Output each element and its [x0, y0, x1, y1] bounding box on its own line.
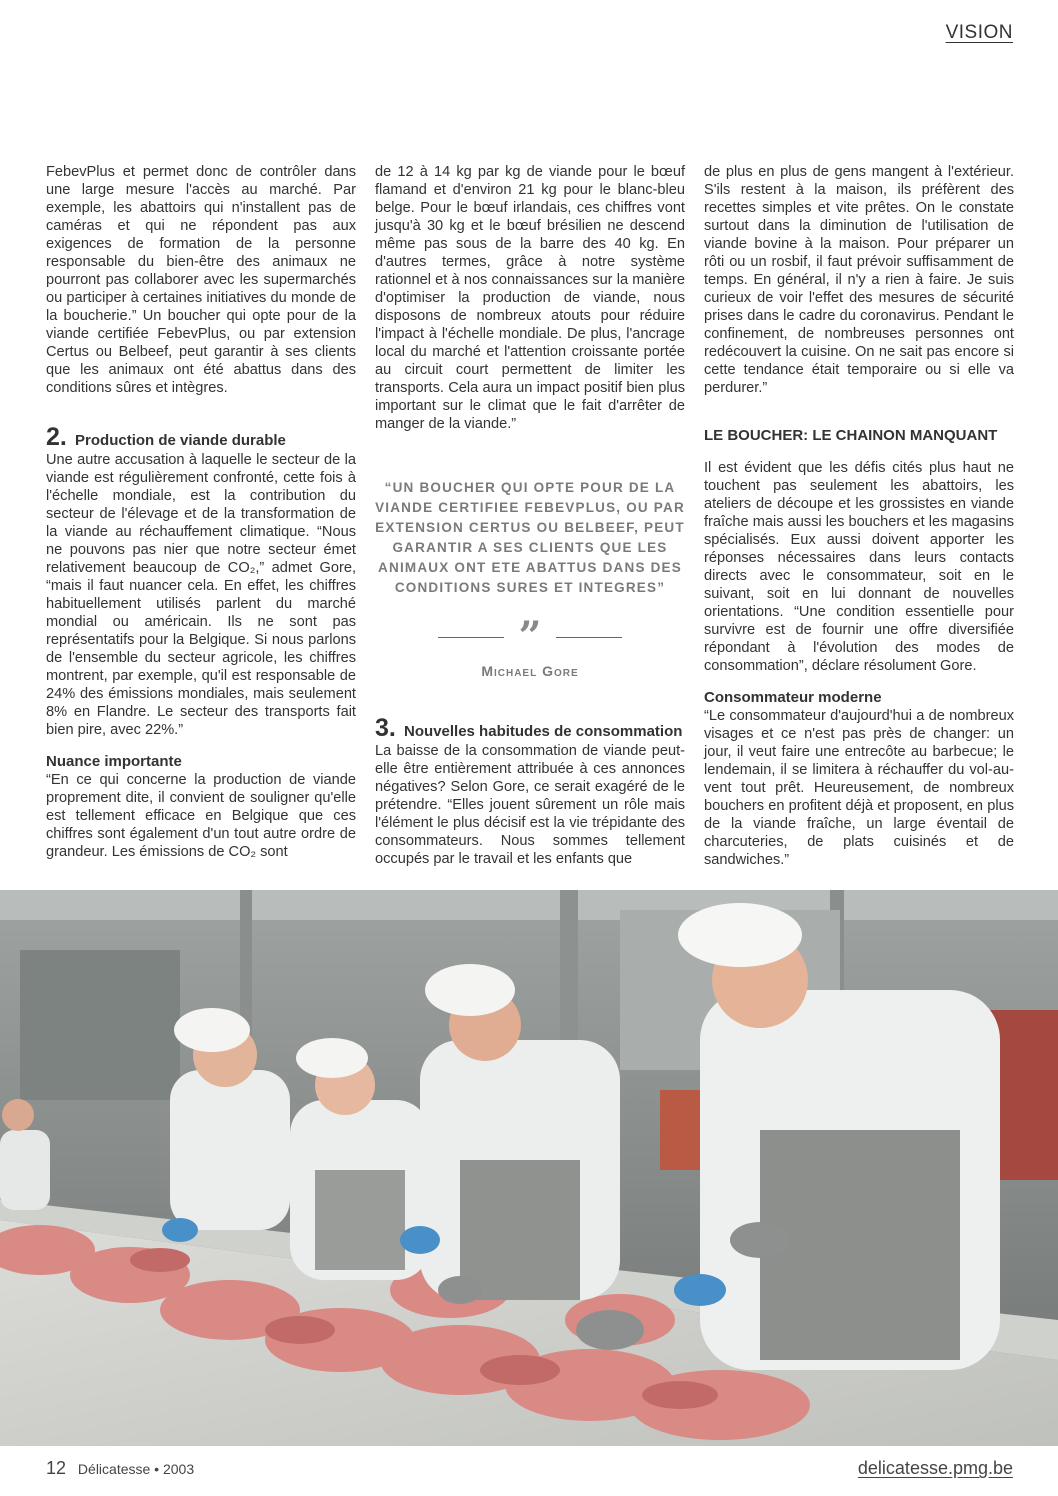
paragraph: Il est évident que les défis cités plus haut ne touchent pas seulement les abattoirs, les ateliers de découpe et les grossistes en viande fraîche mais aussi les bouchers et les magasins spécialisés. Eux aussi doivent apporter les réponses nécessaires dans leurs contacts directs avec le consommateur, soit en le suivant, soit en lui donnant de nouvelles orientations. “Une condition essentielle pour survivre est de fournir une offre diversifiée répondant à l'évolution des modes de consommation”, déclare résolument Gore.	[704, 460, 1014, 674]
divider-line	[438, 637, 504, 638]
subheading: Consommateur moderne	[704, 689, 882, 706]
column-3	[704, 163, 1014, 869]
section-heading-3	[375, 714, 685, 742]
paragraph: Une autre accusation à laquelle le secteur de la viande est régulièrement confronté, cette fois à l'échelle mondiale, est la contribution du secteur de l'élevage et de la transformation de la viande au réchauffement climatique. “Nous ne pouvons pas nier que notre secteur émet relativement beaucoup de CO₂,” admet Gore, “mais il faut nuancer cela. En effet, les chiffres habituellement utilisés parlent du marché mondial ou américain. Ils ne sont pas représentatifs pour la Belgique. Si nous parlons de l'ensemble du secteur agricole, les chiffres montrent, par exemple, qu'il est responsable de 24% des émissions mondiales, mais seulement 8% en Flandre. Le secteur des transports fait bien pire, avec 22%.”	[46, 452, 356, 738]
column-2	[375, 163, 685, 868]
quote-mark-icon: ”	[518, 613, 542, 660]
website-link[interactable]: delicatesse.pmg.be	[857, 1458, 1013, 1478]
section-title: Nouvelles habitudes de consommation	[404, 723, 683, 740]
magazine-issue: Délicatesse • 2003	[77, 1461, 195, 1477]
column-1	[46, 163, 356, 861]
section-tag: VISION	[945, 22, 1013, 43]
section-number: 3.	[375, 714, 396, 742]
footer-left	[46, 1458, 194, 1479]
paragraph: “En ce qui concerne la production de viande proprement dite, il convient de souligner qu'elle est tellement efficace en Belgique que ces chiffres sont également d'un tout autre ordre de grandeur. Les émissions de CO₂ sont	[46, 772, 356, 860]
paragraph: La baisse de la consommation de viande peut-elle être entièrement attribuée à ces annonces négatives? Selon Gore, ce serait exagéré de le prétendre. “Elles jouent sûrement un rôle mais l'élément le plus décisif est la vie trépidante des consommateurs. Nous sommes tellement occupés par le travail et les enfants que	[375, 743, 685, 867]
paragraph: “Le consommateur d'aujourd'hui a de nombreux visages et ce n'est pas près de changer: un jour, il veut faire une entrecôte au barbecue; le lendemain, il se limitera à réchauffer du vol-au-vent tout prêt. Heureusement, de nombreux bouchers en profitent déjà et proposent, en plus de la viande fraîche, un large éventail de charcuteries, de plats cuisinés et de sandwiches.”	[704, 708, 1014, 868]
pull-quote	[375, 478, 685, 680]
page-number: 12	[46, 1458, 67, 1478]
paragraph: de plus en plus de gens mangent à l'extérieur. S'ils restent à la maison, ils préfèrent des recettes simples et vite prêtes. On le constate surtout dans la diminution de l'utilisation de viande bovine à la maison. Pour préparer un rôti ou un rosbif, il faut prévoir suffisamment de temps. En général, il n'y a rien à faire. Je suis curieux de voir l'effet des mesures de sécurité prises dans le cadre du coronavirus. Pendant le confinement, de nombreuses personnes ont redécouvert la cuisine. On ne sait pas encore si cette tendance était temporaire ou si elle va perdurer.”	[704, 164, 1014, 396]
butchers-photo	[0, 890, 1058, 1446]
subheading: Nuance importante	[46, 753, 182, 770]
quote-author: Michael Gore	[481, 663, 579, 679]
pull-quote-text: “UN BOUCHER QUI OPTE POUR DE LA VIANDE CERTIFIEE FEBEVPLUS, OU PAR EXTENSION CERTUS OU BELBEEF, PEUT GARANTIR A SES CLIENTS QUE LES ANIMAUX ONT ETE ABATTUS DANS DES CONDITIONS SURES ET INTEGRES”	[375, 480, 685, 595]
heading: LE BOUCHER: LE CHAINON MANQUANT	[704, 427, 998, 444]
section-number: 2.	[46, 423, 67, 451]
paragraph: de 12 à 14 kg par kg de viande pour le bœuf flamand et d'environ 21 kg pour le blanc-bleu belge. Pour le bœuf irlandais, ces chiffres vont jusqu'à 30 kg et le bœuf brésilien ne descend même pas sous de la barre des 40 kg. En d'autres termes, grâce à notre système rationnel et à nos connaissances sur la manière d'optimiser la production de viande, nous disposons de nombreux atouts pour réduire l'impact à l'échelle mondiale. De plus, l'ancrage local du marché et l'attention croissante portée au circuit court permettent de limiter les transports. Cela aura un impact positif bien plus important sur le climat que le fait d'arrêter de manger de la viande.”	[375, 164, 685, 432]
section-heading-2	[46, 423, 356, 451]
paragraph: FebevPlus et permet donc de contrôler dans une large mesure l'accès au marché. Par exemple, les abattoirs qui n'installent pas de caméras et qui ne répondent pas aux exigences de formation de la personne responsable du bien-être des animaux ne pourront pas collaborer avec les supermarchés ou participer à certaines initiatives du monde de la boucherie.” Un boucher qui opte pour de la viande certifiée FebevPlus, ou par extension Certus ou Belbeef, peut garantir à ses clients que les animaux ont été abattus dans des conditions sûres et intègres.	[46, 164, 356, 396]
quote-divider	[375, 613, 685, 660]
section-title: Production de viande durable	[75, 432, 286, 449]
divider-line	[556, 637, 622, 638]
